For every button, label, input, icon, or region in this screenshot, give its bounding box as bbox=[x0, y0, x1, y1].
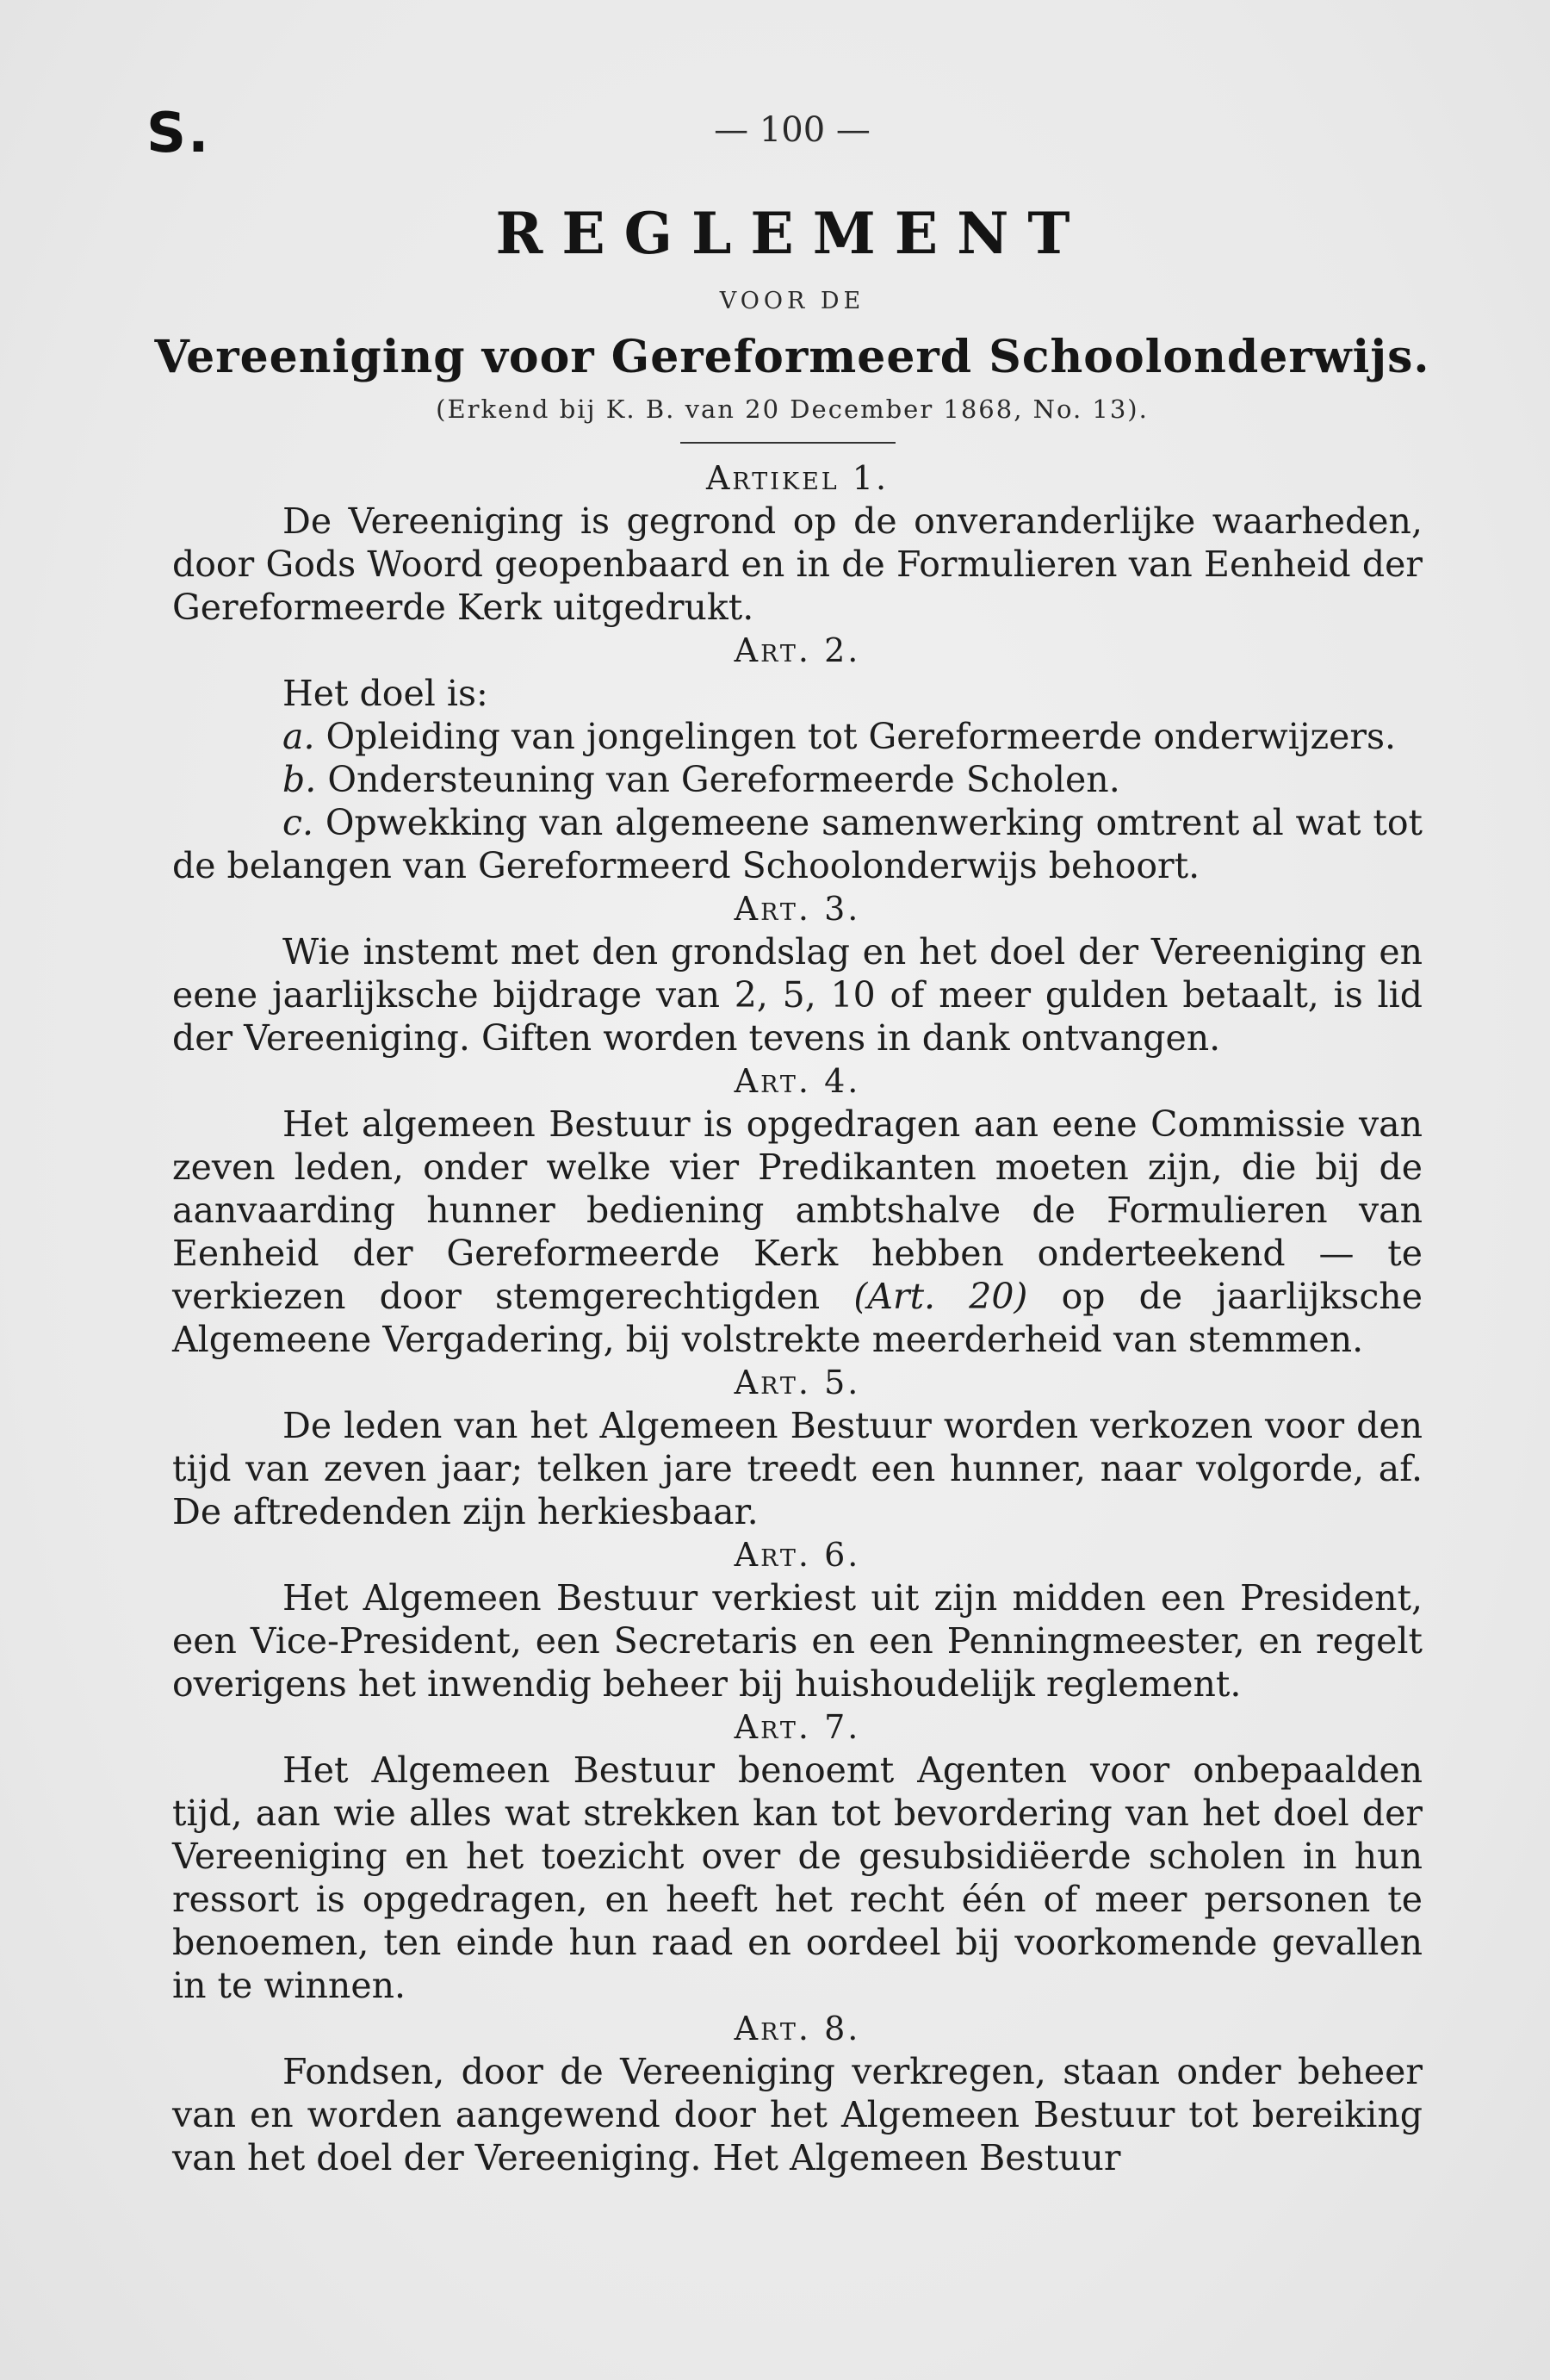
article-4-heading: Art. 4. bbox=[734, 1062, 861, 1100]
article-2-item-b bbox=[172, 758, 1423, 801]
article-3-heading: Art. 3. bbox=[734, 890, 861, 928]
article-2-heading: Art. 2. bbox=[734, 631, 861, 669]
item-a-letter: a. bbox=[282, 716, 315, 757]
item-b-text: Ondersteuning van Gereformeerde Scholen. bbox=[327, 759, 1120, 800]
article-7-text: Het Algemeen Bestuur benoemt Agenten voor onbepaalden tijd, aan wie alles wat strekken kan tot bevordering van het doel der Vereeniging en het toezicht over de gesubsidiëerde scholen in hun ressort is opgedragen, en heeft het recht één of meer personen te benoemen, ten einde hun raad en oordeel bij voorkomende gevallen in te winnen. bbox=[172, 1749, 1423, 2006]
article-2-item-c bbox=[172, 801, 1423, 887]
article-5-text: De leden van het Algemeen Bestuur worden verkozen voor den tijd van zeven jaar; telken jare treedt een hunner, naar volgorde, af. De aftredenden zijn herkiesbaar. bbox=[172, 1405, 1423, 1532]
item-a-text: Opleiding van jongelingen tot Gereformeerde onderwijzers. bbox=[326, 716, 1397, 757]
document-body bbox=[172, 457, 1423, 2179]
title-voor-de: VOOR DE bbox=[719, 288, 865, 314]
article-1-heading: Artikel 1. bbox=[705, 459, 890, 497]
article-8-heading: Art. 8. bbox=[734, 2010, 861, 2048]
article-7-heading: Art. 7. bbox=[734, 1708, 861, 1746]
item-b-letter: b. bbox=[282, 759, 317, 800]
recognition-note: (Erkend bij K. B. van 20 December 1868, No. 13). bbox=[436, 395, 1149, 424]
article-4-text-after: op de jaarlijksche Algemeene Vergadering, bij volstrekte meerderheid van stemmen. bbox=[172, 1276, 1423, 1360]
article-6-heading: Art. 6. bbox=[734, 1536, 861, 1574]
item-c-letter: c. bbox=[282, 802, 313, 843]
article-6-text: Het Algemeen Bestuur verkiest uit zijn midden een President, een Vice-President, een Secretaris en een Penningmeester, en regelt overigens het inwendig beheer bij huishoudelijk reglement. bbox=[172, 1577, 1423, 1705]
article-5-heading: Art. 5. bbox=[734, 1364, 861, 1401]
article-1-text: De Vereeniging is gegrond op de onveranderlijke waarheden, door Gods Woord geopenbaard en in de Formulieren van Eenheid der Gereformeerde Kerk uitgedrukt. bbox=[172, 500, 1423, 628]
article-2-intro: Het doel is: bbox=[282, 673, 488, 714]
article-4-text-before: Het algemeen Bestuur is opgedragen aan eene Commissie van zeven leden, onder welke vier Predikanten moeten zijn, die bij de aanvaarding hunner bediening ambtshalve de Formulieren van Eenheid der Gereformeerde Kerk hebben onderteekend — te verkiezen door stemgerechtigden bbox=[172, 1103, 1423, 1317]
article-8-text: Fondsen, door de Vereeniging verkregen, staan onder beheer van en worden aangewend door het Algemeen Bestuur tot bereiking van het doel der Vereeniging. Het Algemeen Bestuur bbox=[172, 2051, 1423, 2178]
page-number: — 100 — bbox=[714, 110, 871, 150]
article-3-text: Wie instemt met den grondslag en het doel der Vereeniging en eene jaarlijksche bijdrage van 2, 5, 10 of meer gulden betaalt, is lid der Vereeniging. Giften worden tevens in dank ontvangen. bbox=[172, 931, 1423, 1059]
article-4-reference: (Art. 20) bbox=[853, 1276, 1028, 1317]
article-4-text bbox=[172, 1103, 1423, 1361]
signature-mark: S. bbox=[146, 102, 211, 165]
association-name: Vereeniging voor Gereformeerd Schoolonderwijs. bbox=[154, 331, 1430, 383]
title-divider bbox=[680, 442, 896, 444]
article-2-item-a bbox=[172, 715, 1423, 758]
item-c-text: Opwekking van algemeene samenwerking omtrent al wat tot de belangen van Gereformeerd Schoolonderwijs behoort. bbox=[172, 802, 1423, 886]
document-title: REGLEMENT bbox=[495, 200, 1089, 267]
